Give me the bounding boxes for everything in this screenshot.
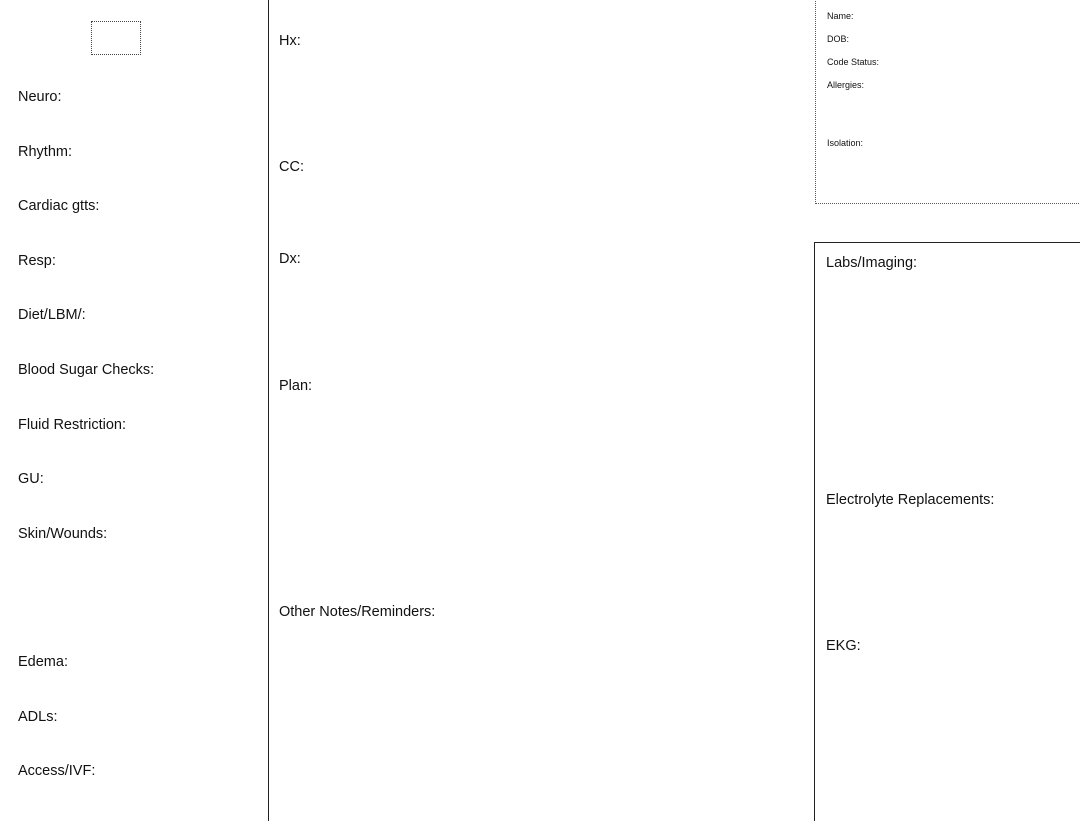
labs-section-box bbox=[814, 242, 1080, 821]
allergies-label: Allergies: bbox=[827, 80, 865, 90]
blood-sugar-label: Blood Sugar Checks: bbox=[18, 362, 155, 378]
adls-label: ADLs: bbox=[18, 709, 58, 725]
cc-label: CC: bbox=[279, 159, 304, 175]
fluid-restriction-label: Fluid Restriction: bbox=[18, 417, 126, 433]
dob-label: DOB: bbox=[827, 34, 850, 44]
gu-label: GU: bbox=[18, 471, 44, 487]
plan-label: Plan: bbox=[279, 378, 313, 394]
resp-label: Resp: bbox=[18, 253, 56, 269]
neuro-label: Neuro: bbox=[18, 89, 62, 105]
column-divider-left bbox=[268, 0, 269, 821]
labs-imaging-label: Labs/Imaging: bbox=[826, 255, 918, 271]
ekg-label: EKG: bbox=[826, 638, 861, 654]
access-ivf-label: Access/IVF: bbox=[18, 763, 96, 779]
room-number-box[interactable] bbox=[91, 21, 141, 55]
hx-label: Hx: bbox=[279, 33, 301, 49]
dx-label: Dx: bbox=[279, 251, 301, 267]
electrolyte-replacements-label: Electrolyte Replacements: bbox=[826, 492, 995, 508]
other-notes-label: Other Notes/Reminders: bbox=[279, 604, 436, 620]
isolation-label: Isolation: bbox=[827, 138, 864, 148]
cardiac-gtts-label: Cardiac gtts: bbox=[18, 198, 100, 214]
diet-label: Diet/LBM/: bbox=[18, 307, 86, 323]
rhythm-label: Rhythm: bbox=[18, 144, 72, 160]
edema-label: Edema: bbox=[18, 654, 68, 670]
code-status-label: Code Status: bbox=[827, 57, 880, 67]
name-label: Name: bbox=[827, 11, 854, 21]
patient-info-box bbox=[815, 0, 1080, 204]
skin-wounds-label: Skin/Wounds: bbox=[18, 526, 108, 542]
